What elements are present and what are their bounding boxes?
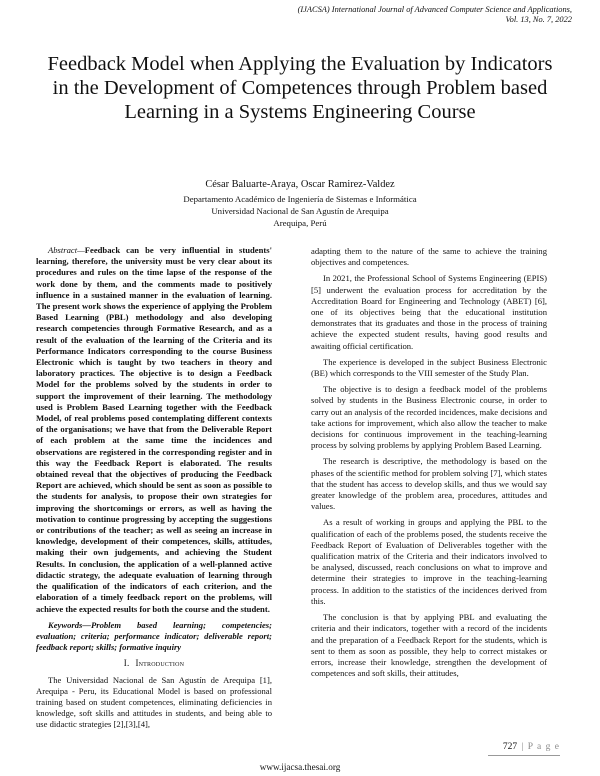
section-title: Introduction [135,658,185,669]
paragraph: The experience is developed in the subject Business Electronic (BE) which corresponds to the VIII semester of the Study Plan. [311,356,547,379]
paragraph: adapting them to the nature of the same to achieve the training objectives and competences. [311,246,547,268]
abstract-label: Abstract— [48,245,85,255]
paragraph: The Universidad Nacional de San Agustín de Arequipa [1], Arequipa - Peru, its Educational Model is based on professional training based on student competences, eliminating deficiencies in knowledge, soft skills and attitudes in students, and being able to use didactic strategies [2],[3],[4], [36,674,272,730]
page-number [503,742,560,752]
affiliation [100,193,500,229]
affiliation-university: Universidad Nacional de San Agustín de Arequipa [211,206,389,216]
keywords-text: Problem based learning; competencies; evaluation; criteria; performance indicator; deliverable report; feedback report; skills; formative inquiry [36,619,272,653]
page-number-value: 727 [502,742,518,752]
paragraph: In 2021, the Professional School of Systems Engineering (EPIS) [5] underwent the evaluation process for accreditation by the Accreditation Board for Engineering and Technology (ABET) [6], one of its objectives being that the educational institution demonstrates that its graduates and those in the process of training achieve the expected student results, having good results and awaiting official certification. [311,273,547,351]
paper-title: Feedback Model when Applying the Evaluation by Indicators in the Development of Competences through Problem based Learning in a Systems Engineering Course [47,53,553,123]
left-column [36,245,272,736]
paragraph: As a result of working in groups and applying the PBL to the qualification of each of the problems posed, the students receive the Feedback Report of Evaluation of Deliverables together with the qualification matrix of the Criteria and their indicators involved to be analysed, discussed, reach conclusions on what to improve and determine their strategies to improve in the teaching-learning process. In addition to the statistics of the incidences derived from this. [311,517,547,606]
journal-url: www.ijacsa.thesai.org [259,762,341,772]
paragraph: The objective is to design a feedback model of the problems solved by students in the Business Electronic course, in order to carry out an analysis of the recorded incidences, make decisions and take actions for improvement, which also allow the teacher to make decisions for continuous improvement in the teaching-learning process by solving problems by applying Problem Based Learning. [311,384,547,451]
paragraph: The conclusion is that by applying PBL and evaluating the criteria and their indicators, together with a record of the incidents and the preparation of a Feedback Report for the students, which is sent to them as soon as possible, they help to correct mistakes or errors, increase their knowledge, strengthen the development of competences and soft skills, their attitudes, [311,612,547,679]
page-word: P a g e [527,742,560,752]
abstract-text: Feedback can be very influential in students' learning, therefore, the university must be very clear about its procedures and rules on the time lapse of the response of the work done by them, and the comments made to positively influence in a sustained manner in the evaluation of learning. The present work shows the experience of applying the Problem Based Learning (PBL) methodology and also developing research competencies through Formative Research, and as a result of the evaluation of the learning of the Criteria and its Performance Indicators corresponding to the course Business Electronic which is taught by two teachers in theory and laboratory practices. The objective is to design a Feedback Model for the problems solved by the students in order to support the improvement of their learning. The methodology used is Problem Based Learning together with the Feedback Model, of real problems posed contemplating different contexts of the organisations; we have that from the Deliverable Report of each problem at the same time the incidences and observations are registered in the corresponding register and in this way the Feedback Report is elaborated. The results obtained reveal that the objectives of producing the Feedback Report are achieved, which should be sent as soon as possible to the students for analysis, to propose their own strategies for improving the shortcomings or errors, as well as having the motivation to continue progressing by accepting the suggestions or contributions of the teacher; as well as seeing an increase in knowledge, development of their competences, skills, attitudes, making their own judgements, and achieving the Student Results. In conclusion, the application of a well-planned active didactic strategy, the adequate evaluation of learning through the qualification of the indicators of each criterion, and the elaboration of a timely feedback report on the problems, will achieve the expected results for both the course and the student. [36,245,272,614]
journal-header [192,5,572,25]
section-number: I. [123,658,130,669]
right-column [311,246,547,684]
abstract [36,245,272,615]
authors: César Baluarte-Araya, Oscar Ramirez-Valdez [205,179,395,190]
section-heading-introduction [36,658,272,669]
journal-name: (IJACSA) International Journal of Advanced Computer Science and Applications, [297,5,572,14]
paragraph: The research is descriptive, the methodology is based on the phases of the scientific method for problem solving [7], which states that the student has access to develop skills, and thus we would say greater knowledge of the problem area, procedures, attitudes and values. [311,456,547,512]
journal-volume: Vol. 13, No. 7, 2022 [505,15,572,24]
affiliation-department: Departamento Académico de Ingeniería de Sistemas e Informática [183,194,417,204]
affiliation-city: Arequipa, Perú [273,218,327,228]
page-separator: | [521,742,524,752]
footer-divider [488,755,560,756]
keywords [36,620,272,654]
keywords-label: Keywords— [48,619,91,630]
